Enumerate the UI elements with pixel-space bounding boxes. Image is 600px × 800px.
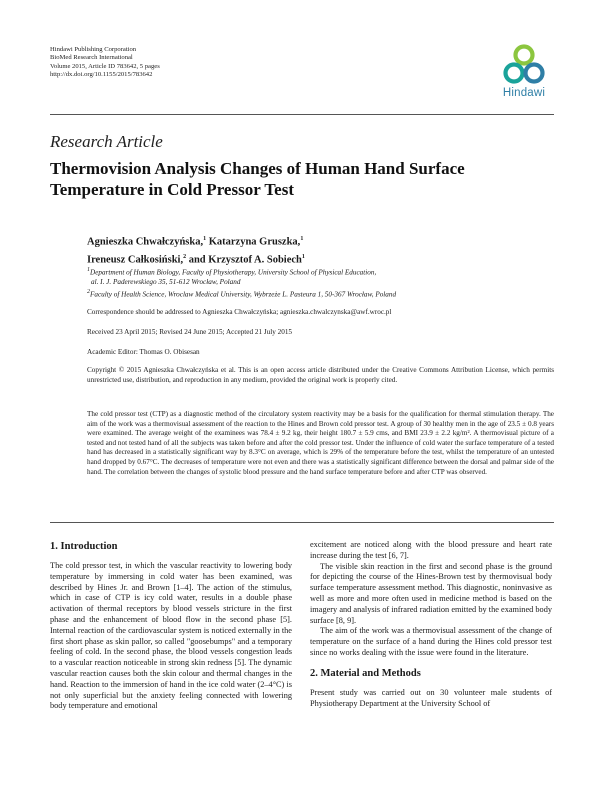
header-divider — [50, 114, 554, 115]
spacer — [310, 659, 552, 667]
journal-header — [50, 46, 160, 80]
publication-dates: Received 23 April 2015; Revised 24 June 2015; Accepted 21 July 2015 — [87, 328, 293, 336]
paragraph: Present study was carried out on 30 volunteer male students of Physiotherapy Department at the University School of — [310, 687, 552, 708]
affiliation-marker: 1 — [300, 236, 304, 242]
article-title: Thermovision Analysis Changes of Human Hand Surface Temperature in Cold Pressor Test — [50, 159, 465, 199]
abstract-divider — [50, 522, 554, 523]
author-name: and Krzysztof A. Sobiech — [186, 254, 302, 265]
affiliation-marker: 2 — [183, 253, 187, 260]
paragraph: The aim of the work was a thermovisual assessment of the change of temperature on the surface of a hand during the Hines cold pressor test since no works dealing with the issue were found in the literature. — [310, 626, 552, 657]
paragraph: The visible skin reaction in the first and second phase is the ground for depicting the course of the Hines-Brown test by thermovisual body surface temperature assessment method. This diagnostic, noninvasive as well as more and more often used in medicine method is based on the imagery and analysis of infrared radiation emitted by the examined body surface [8, 9]. — [310, 561, 552, 625]
affiliation-2: $^2$Faculty of Health Science, Wroclaw Medical University, Wybrzeże L. Pasteura 1, 50-367 Wrocław, Poland — [87, 288, 397, 298]
author-name: Agnieszka Chwałczyńska, — [87, 236, 204, 248]
hindawi-logo-icon — [502, 44, 546, 86]
right-column — [310, 540, 552, 709]
affiliation-1-address: al. I. J. Paderewskiego 35, 51-612 Wrocław, Poland — [91, 277, 241, 286]
affiliation-1: $^1$Department of Human Biology, Faculty of Physiotherapy, University School of Physical Education, — [87, 267, 377, 277]
correspondence: Correspondence should be addressed to Agnieszka Chwałczyńska; agnieszka.chwalczynska@awf.wroc.pl — [87, 308, 392, 316]
author-name: Katarzyna Gruszka, — [206, 236, 301, 248]
paragraph: The cold pressor test, in which the vascular reactivity to lowering body temperature by immersing in cold water has been examined, was described by Hines Jr. and Brown [1–4]. The action of the stimulus, which in case of CTP is icy cold water, results in a double phase activation of thermal receptors by blood vessels stricture in the first phase and the enhancement of blood flow in the second phase [5]. Internal reaction of the cardiovascular system is noticed externally in the first short phase as skin pallor, so called "goosebumps" and a temporary feeling of cold. In the second phase, the blood vessels congestion leads to a vascular reaction noticeable in strong skin redness [5]. The dynamic vascular reaction causes both the skin colour and thermal changes in the hand. Reaction to the immersion of hand in the ice cold water (2–4°C) is not only superficial but the anxiety feeling connected with lowering body temperature and emotional — [50, 561, 292, 711]
abstract: The cold pressor test (CTP) as a diagnostic method of the circulatory system reactivity may be a basis for the qualification for thermal stimulation therapy. The aim of the work was a thermovisual assessment of the reaction to the Hines and Brown cold pressor test. A group of 30 healthy men in the age of 23.5 ± 0.8 years were examined. The average weight of the examinees was 78.4 ± 9.2 kg, their height 180.7 ± 5.9 cms, and BMI 23.9 ± 2.2 kg/m². A thermovisual picture of a tested and not tested hand of all the subjects was taken before and after the cold pressor test. Under the influence of cold water the surface temperature of a tested hand has decreased in a statistically significant way by 8.3°C on average, which is 29% of the temperature before the test, whilst the temperature of an untested hand dropped by 0.67°C. The decreases of temperature were not even and there was a statistically significant difference between the dorsal and palmar side of the hand. The correlation between the changes of systolic blood pressure and the hand surface temperature before and after CTP was observed. — [87, 410, 554, 476]
section-heading: 2. Material and Methods — [310, 667, 421, 679]
hindawi-logo — [494, 44, 554, 106]
journal-name: BioMed Research International — [50, 54, 133, 62]
copyright-notice: Copyright © 2015 Agnieszka Chwałczyńska et al. This is an open access article distributed under the Creative Commons Attribution License, which permits unrestricted use, distribution, and reproduction in any medium, provided the original work is properly cited. — [87, 366, 554, 384]
affiliation-marker: 1 — [203, 236, 207, 242]
academic-editor: Academic Editor: Thomas O. Obisesan — [87, 348, 200, 356]
paragraph: excitement are noticed along with the blood pressure and heart rate increase during the test [6, 7]. — [310, 540, 552, 560]
article-type: Research Article — [50, 132, 163, 151]
section-heading: 1. Introduction — [50, 541, 118, 552]
affiliations — [87, 266, 557, 300]
doi-link[interactable]: http://dx.doi.org/10.1155/2015/783642 — [50, 71, 153, 79]
author-line-2 — [87, 250, 305, 268]
affiliation-marker: 1 — [301, 253, 305, 260]
author-list — [87, 232, 305, 267]
author-name: Ireneusz Całkosiński, — [87, 254, 184, 265]
volume-info: Volume 2015, Article ID 783642, 5 pages — [50, 62, 160, 70]
author-line-1 — [87, 232, 305, 250]
left-column — [50, 540, 292, 712]
hindawi-logo-text: Hindawi — [502, 87, 546, 99]
publisher-name: Hindawi Publishing Corporation — [50, 46, 137, 53]
